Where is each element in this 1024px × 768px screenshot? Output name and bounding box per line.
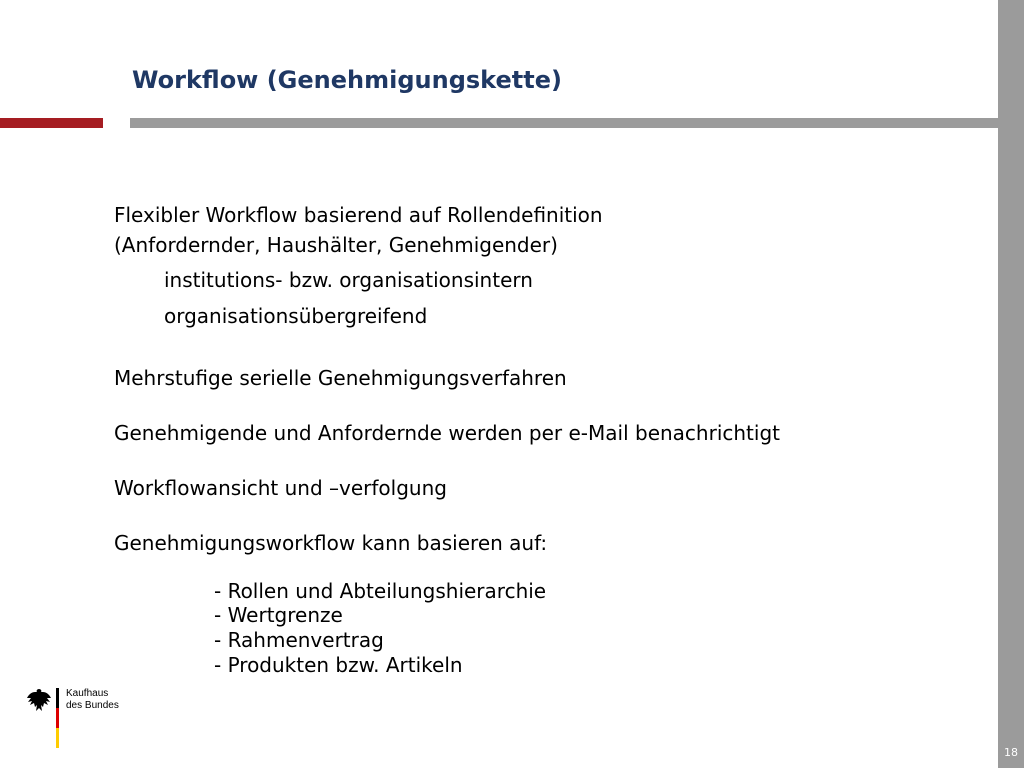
point-5: Genehmigungsworkflow kann basieren auf: xyxy=(114,531,548,555)
sub-point-2: organisationsübergreifend xyxy=(164,304,428,328)
point-3: Genehmigende und Anfordernde werden per e-Mail benachrichtigt xyxy=(114,421,780,445)
list-item-1: - Rollen und Abteilungshierarchie xyxy=(214,579,547,603)
list-item-2: - Wertgrenze xyxy=(214,603,343,627)
logo-text xyxy=(66,688,119,712)
list-item-3: - Rahmenvertrag xyxy=(214,628,384,652)
point-1-line-1: Flexibler Workflow basierend auf Rollendefinition xyxy=(114,203,603,227)
slide-title: Workflow (Genehmigungskette) xyxy=(132,66,562,94)
federal-eagle-icon xyxy=(26,686,52,714)
right-sidebar-bar xyxy=(998,0,1024,768)
page-number: 18 xyxy=(1004,746,1018,759)
title-rule-red xyxy=(0,118,103,128)
title-rule-grey xyxy=(130,118,998,128)
point-2: Mehrstufige serielle Genehmigungsverfahren xyxy=(114,366,567,390)
kaufhaus-des-bundes-logo xyxy=(26,686,136,750)
logo-line-2: des Bundes xyxy=(66,700,119,711)
logo-line-1: Kaufhaus xyxy=(66,688,109,699)
sub-point-1: institutions- bzw. organisationsintern xyxy=(164,268,533,292)
point-1-line-2: (Anfordernder, Haushälter, Genehmigender) xyxy=(114,233,558,257)
point-4: Workflowansicht und –verfolgung xyxy=(114,476,447,500)
flag-stripe xyxy=(56,688,59,748)
list-item-4: - Produkten bzw. Artikeln xyxy=(214,653,463,677)
